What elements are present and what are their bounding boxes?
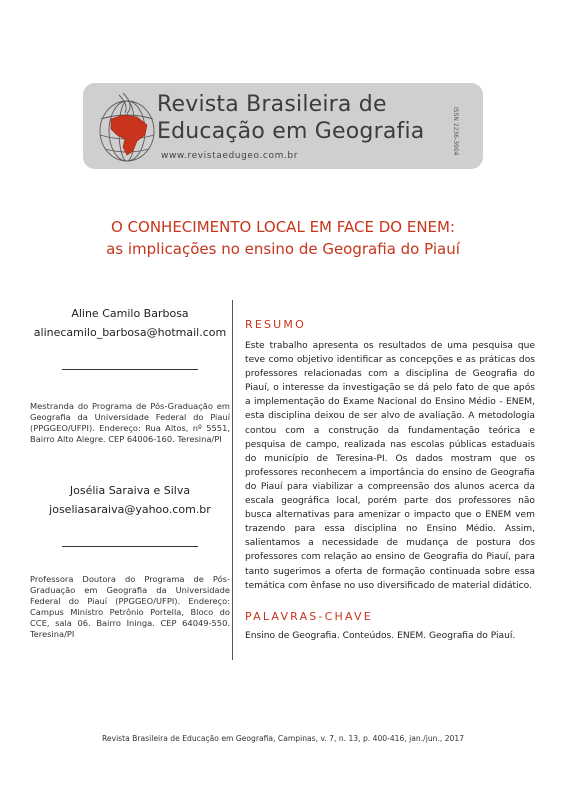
keywords-text: Ensino de Geografia. Conteúdos. ENEM. Geografia do Piauí. <box>245 630 516 641</box>
resumo-text: Este trabalho apresenta os resultados de uma pesquisa que teve como objetivo identificar as concepções e as práticas dos professores relacionadas com a disciplina de Geografia do Piauí, o interesse da investigação se dá pelo fato de que após a implementação do Exame Nacional do Ensino Médio - ENEM, esta disciplina deixou de ser alvo de avaliação. A metodologia contou com a construção da fundamentação teórica e pesquisa de campo, realizada nas escolas públicas estaduais do município de Teresina-PI. Os dados mostram que os professores reconhecem a importância do ensino de Geografia do Piauí para viabilizar a compreensão dos alunos acerca da escala geográfica local, porém parte dos professores não busca alternativas para amenizar o impacto que o ENEM vem trazendo para essa disciplina no Ensino Médio. Assim, salientamos a necessidade de mudança de postura dos professores com relação ao ensino de Geografia do Piauí, para tanto sugerimos a oferta de formação continuada sobre essa temática com ênfase no uso diversificado de material didático. <box>245 341 535 591</box>
author-affiliation: Mestranda do Programa de Pós-Graduação em Geografia da Universidade Federal do Piauí (PPGGEO/UFPI). Endereço: Rua Altos, nº 5551, Bairro Alto Alegre. CEP 64006-160. Teresina/PI <box>30 401 230 444</box>
author-separator <box>62 369 198 370</box>
resumo-heading: RESUMO <box>245 318 306 331</box>
author-name: Aline Camilo Barbosa <box>71 307 189 320</box>
page-footer: Revista Brasileira de Educação em Geografia, Campinas, v. 7, n. 13, p. 400-416, jan./jun., 2017 <box>101 734 465 743</box>
abstract-column <box>245 318 535 641</box>
journal-url: www.revistaedugeo.com.br <box>161 151 299 161</box>
author-separator <box>62 546 198 547</box>
column-divider <box>232 300 233 660</box>
author-email: alinecamilo_barbosa@hotmail.com <box>33 326 227 339</box>
journal-issn: ISSN 2236-3904 <box>452 107 459 156</box>
author-email: joseliasaraiva@yahoo.com.br <box>49 503 211 516</box>
brazil-map-globe-icon <box>93 89 163 165</box>
journal-title: Revista Brasileira de Educação em Geografia <box>157 92 425 144</box>
author-affiliation: Professora Doutora do Programa de Pós-Graduação em Geografia da Universidade Federal do Piauí (PPGGEO/UFPI). Endereço: Campus Ministro Petrônio Portella, Bloco do CCE, sala 06. Bairro Ininga. CEP 64049-550. Teresina/PI <box>30 574 230 639</box>
authors-column <box>30 307 230 640</box>
article-title-line1: O CONHECIMENTO LOCAL EM FACE DO ENEM: <box>110 218 456 236</box>
author-name: Josélia Saraiva e Silva <box>69 484 191 497</box>
article-title-line2: as implicações no ensino de Geografia do Piauí <box>106 240 460 258</box>
journal-banner <box>83 83 483 169</box>
keywords-heading: PALAVRAS-CHAVE <box>245 609 373 623</box>
